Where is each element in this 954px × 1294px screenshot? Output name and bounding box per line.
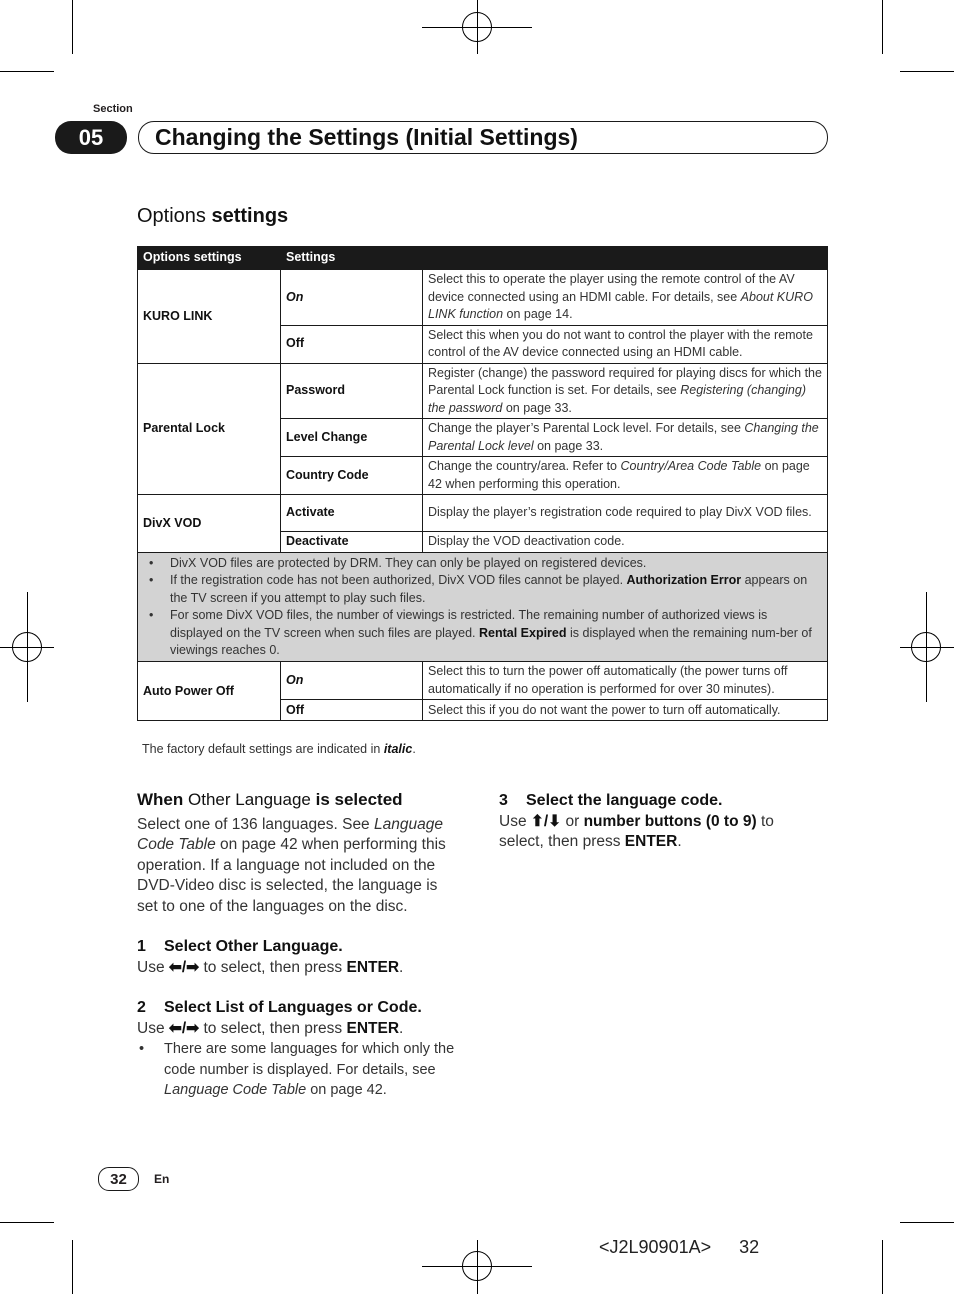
step-text: to select, then press (499, 812, 774, 850)
step-text: Use (137, 958, 169, 976)
setting-description: Select this to turn the power off automatically (the power turns off automatically if no operation is performed for over 30 minutes). (423, 662, 828, 700)
doc-code: <J2L90901A> (599, 1237, 712, 1257)
options-settings-heading (137, 205, 288, 228)
heading-text: is selected (310, 790, 403, 809)
page-number-badge: 32 (98, 1167, 139, 1191)
registration-circle (12, 632, 42, 662)
option-label: KURO LINK (138, 270, 281, 364)
note-text: For some DivX VOD files, the number of viewings is restricted. The remaining number of authorized views is displayed on the TV screen when such files are played. (170, 608, 768, 640)
step-text: . (677, 833, 682, 850)
step-text: or (561, 812, 584, 830)
desc-text: Select this to operate the player using the remote control of the AV device connected using an HDMI cable. For details, see (428, 272, 795, 304)
option-label: Parental Lock (138, 363, 281, 495)
para-ref: Language Code Table (137, 815, 443, 853)
setting-description: Select this when you do not want to control the player with the remote control of the AV device connected using an HDMI cable. (423, 325, 828, 363)
crop-mark (900, 1222, 954, 1223)
divx-notes (138, 553, 828, 662)
table-header-cell: Options settings (138, 247, 281, 270)
desc-ref: About KURO LINK function (428, 289, 813, 321)
heading-text: Options (137, 205, 212, 227)
table-row (138, 270, 828, 326)
note-text: is displayed when the remaining num-ber of viewings reaches 0. (170, 625, 812, 658)
setting-name: Deactivate (281, 532, 423, 553)
step-heading (499, 791, 819, 812)
section-heading (137, 790, 459, 811)
section-label: Section (93, 103, 133, 115)
step-title: Select the language code. (526, 792, 723, 809)
table-row (138, 363, 828, 419)
list-item (137, 1039, 459, 1101)
step-heading (137, 937, 459, 958)
language-label: En (154, 1172, 170, 1186)
options-settings-table (137, 246, 828, 721)
up-down-arrows-icon: ⬆/⬇ (530, 812, 562, 830)
table-row (138, 495, 828, 532)
desc-text: Register (change) the password required for playing discs for which the Parental Lock function is set. For details, see (428, 365, 822, 397)
step-heading (137, 998, 459, 1019)
notes-list (146, 555, 819, 659)
right-column (499, 791, 819, 853)
heading-text: Other Language (188, 790, 311, 809)
para-text: on page 42 when performing this operation. If a language not included on the DVD-Video disc is selected, the language is set to one of the languages on the disc. (137, 836, 446, 915)
footnote-text: The factory default settings are indicated in (142, 742, 384, 756)
table-row (138, 553, 828, 662)
page-title: Changing the Settings (Initial Settings) (155, 124, 578, 150)
setting-name: Country Code (281, 457, 423, 495)
step-instruction (137, 1019, 459, 1040)
setting-name: Off (281, 325, 423, 363)
option-label: Auto Power Off (138, 662, 281, 721)
crop-mark (72, 0, 73, 54)
crop-mark (0, 71, 54, 72)
setting-name: On (281, 270, 423, 326)
document-code (599, 1237, 759, 1258)
heading-text: When (137, 790, 188, 809)
table-header-row (138, 247, 828, 270)
note-text: appears on the TV screen if you attempt to play such files. (170, 573, 808, 605)
enter-key-label: ENTER (624, 833, 678, 850)
table-header-cell: Settings (281, 247, 828, 270)
setting-description (423, 457, 828, 495)
step-title: Select List of Languages or Code. (164, 999, 422, 1016)
desc-text: Change the player’s Parental Lock level. For details, see (428, 421, 745, 435)
registration-circle (462, 12, 492, 42)
list-item: • DivX VOD files are protected by DRM. They can only be played on registered devices. (146, 555, 819, 572)
desc-text: on page 33. (533, 438, 604, 453)
setting-name: Off (281, 700, 423, 721)
bullet-text: on page 42. (306, 1082, 387, 1098)
crop-mark (72, 1240, 73, 1294)
footnote-italic: italic (383, 742, 413, 756)
crop-mark (882, 0, 883, 54)
crop-mark (0, 1222, 54, 1223)
table-footnote (142, 742, 416, 756)
step-number: 1 (137, 938, 146, 955)
section-number-badge: 05 (55, 121, 127, 154)
setting-name: Activate (281, 495, 423, 532)
step-text: to select, then press (199, 958, 347, 976)
footnote-text: . (412, 742, 416, 756)
setting-description (423, 363, 828, 419)
step-instruction (137, 958, 459, 979)
registration-circle (462, 1251, 492, 1281)
note-text: If the registration code has not been authorized, DivX VOD files cannot be played. (170, 573, 627, 588)
registration-circle (911, 632, 941, 662)
setting-description (423, 419, 828, 457)
note-bold: Authorization Error (626, 573, 742, 588)
setting-name: On (281, 662, 423, 700)
step-text: . (399, 1019, 404, 1037)
desc-text: Change the country/area. Refer to (428, 459, 621, 473)
desc-ref: Country/Area Code Table (620, 459, 762, 473)
bullet-ref: Language Code Table (164, 1082, 307, 1098)
crop-mark (900, 71, 954, 72)
setting-name: Password (281, 363, 423, 419)
desc-text: on page 33. (502, 400, 572, 415)
step-number: 3 (499, 792, 508, 809)
note-bold: Rental Expired (478, 625, 567, 640)
left-right-arrows-icon: ⬅/➡ (168, 958, 200, 976)
step-text: Use (499, 812, 531, 830)
number-buttons-label: number buttons (0 to 9) (583, 812, 757, 830)
desc-text: on page 42 when performing this operation. (428, 459, 810, 491)
option-label: DivX VOD (138, 495, 281, 553)
desc-ref: Registering (changing) the password (428, 383, 806, 415)
setting-name: Level Change (281, 419, 423, 457)
enter-key-label: ENTER (346, 1019, 400, 1037)
desc-text: on page 14. (503, 307, 573, 321)
setting-description (423, 270, 828, 326)
step-instruction (499, 812, 819, 853)
setting-description: Display the player’s registration code required to play DivX VOD files. (423, 495, 828, 532)
doc-page: 32 (739, 1237, 760, 1257)
bullet-text: There are some languages for which only the code number is displayed. For details, see (164, 1041, 455, 1078)
intro-paragraph (137, 815, 459, 918)
list-item (146, 572, 819, 607)
step-text: Use (137, 1019, 169, 1037)
crop-mark (882, 1240, 883, 1294)
setting-description: Select this if you do not want the power to turn off automatically. (423, 700, 828, 721)
left-column (137, 790, 459, 1101)
step-number: 2 (137, 999, 146, 1016)
desc-ref: Changing the Parental Lock level (428, 421, 819, 453)
para-text: Select one of 136 languages. See (137, 815, 374, 833)
heading-text: settings (211, 205, 289, 227)
left-right-arrows-icon: ⬅/➡ (168, 1019, 200, 1037)
enter-key-label: ENTER (346, 958, 400, 976)
setting-description: Display the VOD deactivation code. (423, 532, 828, 553)
step-text: to select, then press (199, 1019, 347, 1037)
list-item (146, 607, 819, 659)
table-row (138, 662, 828, 700)
step-text: . (399, 958, 404, 976)
step-title: Select Other Language. (164, 938, 343, 955)
